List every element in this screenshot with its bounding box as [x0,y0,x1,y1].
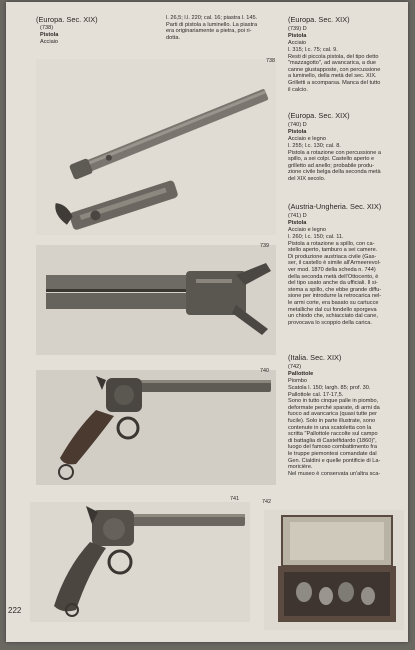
entry-740-type: Pistola [288,129,307,135]
entry-742-text: Scatola l. 150; largh. 85; prof. 30. Pallottole cal. 17-17,5. Sono in tutto cinque palle in piombo, deformate perché sparate, di armi da fuoco ad avancarica (quasi tutte per fucile). Solo in parte illustrate, sono contenute in una scatoletta con la scritta "Pallottole raccolte sul campo di battaglia di Castelfidardo (1860)", luogo del famoso combattimento fra le truppe piemontesi comandate dal Gen. Cialdini e quelle pontificie di La- moricière. Nel museo è conservata un'altra sca- [288,385,381,477]
entry-742-type: Pallottole [288,371,314,377]
entry-741-region: (Austria-Ungheria. Sec. XIX) [288,202,382,211]
entry-742-region: (Italia. Sec. XIX) [288,353,342,362]
bullet-box-illustration [264,510,404,630]
entry-741-material: Acciaio e legno [288,227,326,233]
page-number: 222 [8,606,22,615]
entry-740-number: (740) D [288,122,307,128]
photo-741-revolver [30,502,250,622]
photo-740-revolver [36,370,276,485]
caption-741: 741 [230,496,239,502]
revolver-741-illustration [30,502,250,622]
entry-738-region: (Europa. Sec. XIX) [36,15,98,24]
entry-739-type: Pistola [288,33,307,39]
caption-742: 742 [262,499,271,505]
entry-739-number: (739) D [288,26,307,32]
entry-738-text: l. 26,5; l.l. 220; cal. 16; piastra l. 145. Parti di pistola a luminello. La piastra era originariamente a pietra, poi ri- dotta. [166,15,258,41]
entry-741-text: l. 260; l.c. 150; cal. 11. Pistola a rotazione a spillo, con ca- stello aperto, tamburo a sei camere. Di produzione austriaca civile (Gas- ser, il castello è simile all'Armeerevol- ver mod. 1870 della scheda n. 744) della seconda metà dell'Ottocento, è del tipo usato anche da ufficiali. Il si- stema a spillo, che ebbe grande diffu- sione per introdurre la retrocarica nel- le armi corte, era basato su cartucce metalliche dal cui fondello sporgeva un chiodo che, schiacciato dal cane, provocava lo scoppio della carica. [288,234,382,326]
catalog-page [6,2,408,642]
photo-739-mazzagotto [36,245,276,355]
entry-739-material: Acciaio [288,40,307,46]
entry-739-region: (Europa. Sec. XIX) [288,15,350,24]
pistol-parts-illustration [36,59,276,235]
caption-740: 740 [260,368,269,374]
revolver-740-illustration [36,370,276,485]
entry-741-type: Pistola [288,220,307,226]
entry-740-text: l. 255; l.c. 130; cal. 8. Pistola a rotazione con percussione a spillo, a sei colpi. Castello aperto e grilletto ad anello; probabile produ- zione civile belga della seconda metà del XIX secolo. [288,143,381,182]
mazzagotto-illustration [36,245,276,355]
caption-738: 738 [266,58,275,64]
entry-738-material: Acciaio [40,39,59,45]
photo-742-bullet-box [264,510,404,630]
entry-740-material: Acciaio e legno [288,136,326,142]
photo-738-pistol-parts [36,59,276,235]
entry-742-number: (742) [288,364,302,370]
entry-739-text: l. 315; l.c. 75; cal. 9. Resti di piccola pistola, del tipo detto "mazzagotto", ad avancarica, a due canne giustapposte, con percussione a luminello, della metà del sec. XIX. Grilletti a scomparsa. Manca del tutto il calcio. [288,47,381,93]
caption-739: 739 [260,243,269,249]
entry-740-region: (Europa. Sec. XIX) [288,111,350,120]
entry-738-number: (738) [40,25,54,31]
entry-741-number: (741) D [288,213,307,219]
entry-738-type: Pistola [40,32,59,38]
entry-742-material: Piombo [288,378,307,384]
